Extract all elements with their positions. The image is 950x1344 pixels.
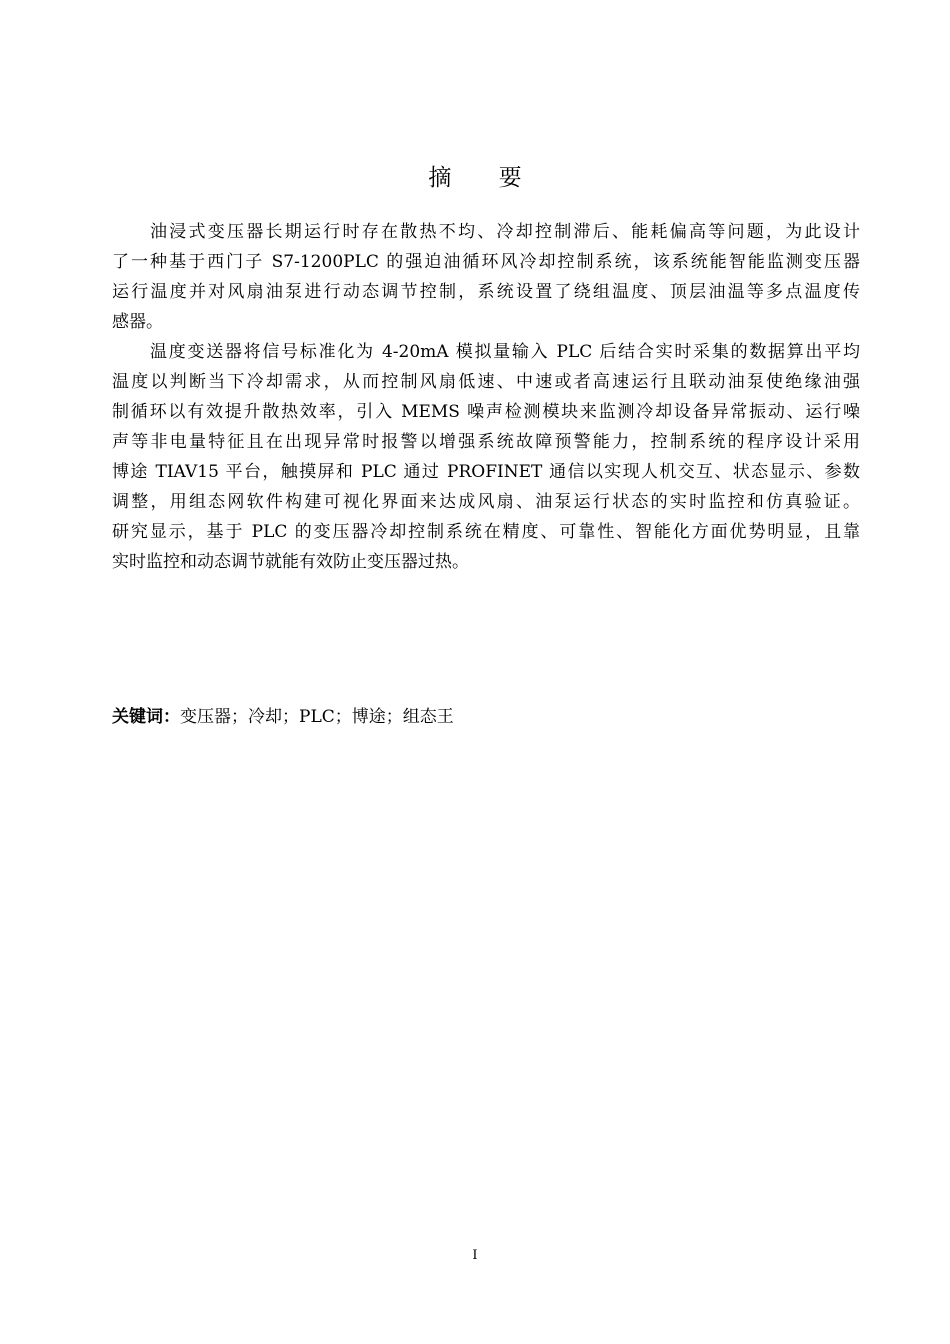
paragraph-line: 感器。 (112, 312, 163, 332)
keywords-label: 关键词： (112, 707, 180, 727)
keywords-text: 变压器；冷却；PLC；博途；组态王 (180, 707, 454, 727)
paragraph-line: 制循环以有效提升散热效率，引入 MEMS 噪声检测模块来监测冷却设备异常振动、运行噪 (112, 402, 860, 422)
paragraph-line: 温度变送器将信号标准化为 4-20mA 模拟量输入 PLC 后结合实时采集的数据算出平均 (150, 342, 860, 362)
paragraph-line: 研究显示，基于 PLC 的变压器冷却控制系统在精度、可靠性、智能化方面优势明显，且靠 (112, 522, 860, 542)
paragraph-line: 博途 TIAV15 平台，触摸屏和 PLC 通过 PROFINET 通信以实现人机交互、状态显示、参数 (112, 462, 860, 482)
paragraph-line: 声等非电量特征且在出现异常时报警以增强系统故障预警能力，控制系统的程序设计采用 (112, 432, 860, 452)
abstract-body (112, 217, 860, 577)
paragraph-line: 调整，用组态网软件构建可视化界面来达成风扇、油泵运行状态的实时监控和仿真验证。 (112, 492, 860, 512)
page-title: 摘 要 (428, 165, 542, 192)
paragraph-line: 实时监控和动态调节就能有效防止变压器过热。 (112, 552, 469, 572)
page-number: I (472, 1248, 478, 1263)
abstract-paragraph-2 (112, 337, 860, 577)
paragraph-line: 运行温度并对风扇油泵进行动态调节控制，系统设置了绕组温度、顶层油温等多点温度传 (112, 282, 860, 302)
paragraph-line: 温度以判断当下冷却需求，从而控制风扇低速、中速或者高速运行且联动油泵使绝缘油强 (112, 372, 860, 392)
abstract-paragraph-1 (112, 217, 860, 337)
keywords (112, 702, 454, 732)
paragraph-line: 油浸式变压器长期运行时存在散热不均、冷却控制滞后、能耗偏高等问题，为此设计 (150, 222, 860, 242)
paragraph-line: 了一种基于西门子 S7-1200PLC 的强迫油循环风冷却控制系统，该系统能智能监测变压器 (112, 252, 860, 272)
